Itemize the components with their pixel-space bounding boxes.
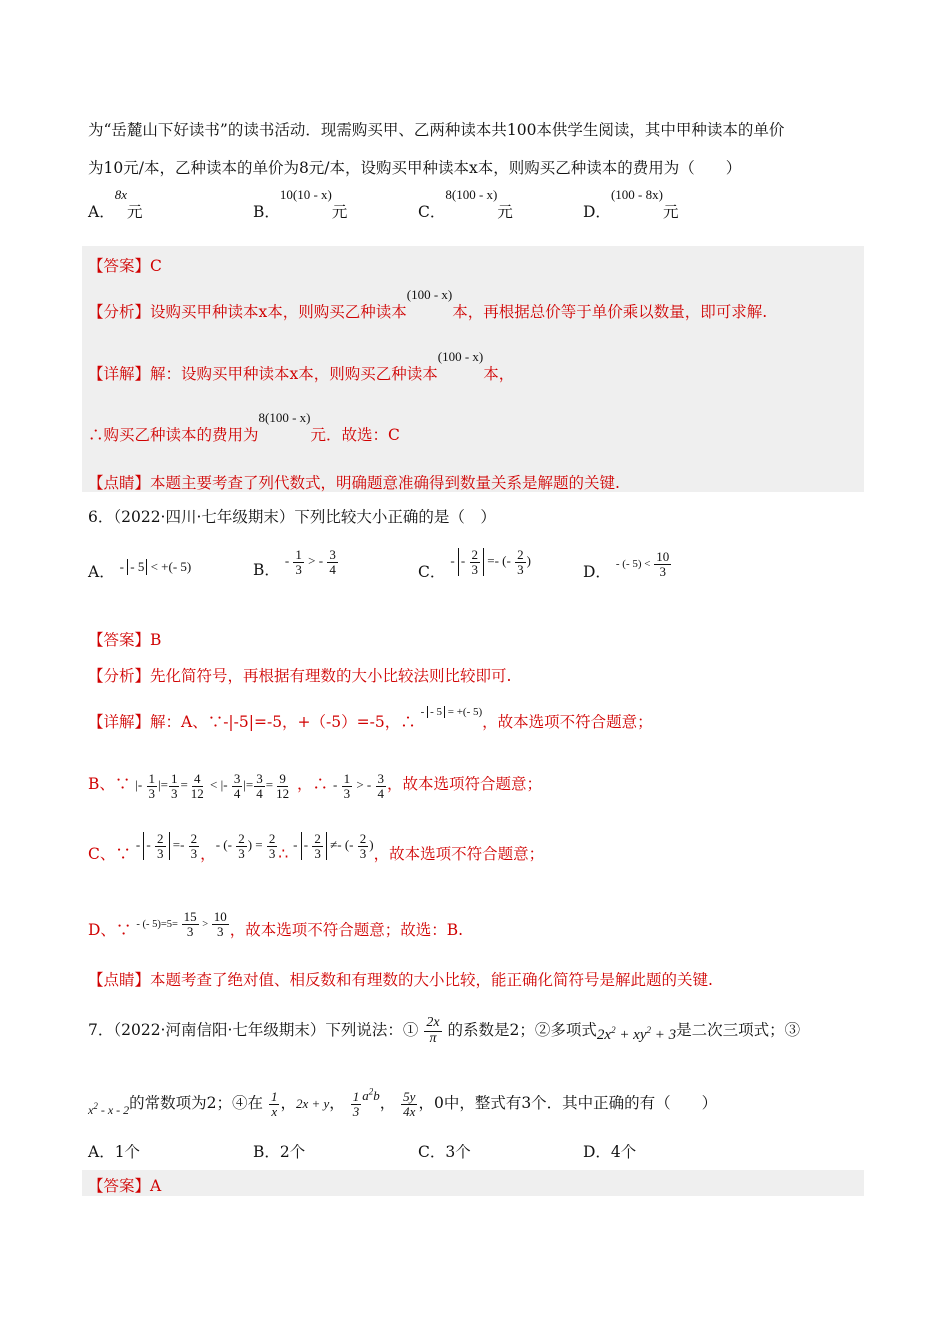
- q7-stem-line1: [88, 1016, 800, 1046]
- option-expr: (100 - 8x): [610, 187, 663, 202]
- therefore-expr: 8(100 - x): [258, 410, 311, 425]
- option-expr: - (- 5) < 10 3: [615, 549, 670, 579]
- analysis-expr: (100 - x): [406, 287, 453, 302]
- option-label: D．: [583, 563, 611, 581]
- option-expr: - 1 3 > - 3 4: [284, 547, 336, 577]
- q6-comment: 【点睛】本题考查了绝对值、相反数和有理数的大小比较，能正确化简符号是解此题的关键.: [88, 971, 713, 989]
- q6-answer: 【答案】B: [88, 631, 162, 649]
- detail-text-tail: ，故本选项不符合题意；故选：B.: [229, 921, 464, 939]
- q6-stem: 6．（2022·四川·七年级期末）下列比较大小正确的是（ ）: [88, 508, 496, 526]
- q6-detail-c: C、∵ $^{- - \frac{2}{3} =- \frac{2}{3}}$ ，$^{- (- \frac{2}{3} ) = \frac{2}{3}}$ ∴ $^{- - \frac{2}{3} \ne- (- \frac{2}{3} )}$，故本选项不符合题意；: [88, 831, 545, 864]
- q5-stem-line1: 为“岳麓山下好读书”的读书活动．现需购买甲、乙两种读本共100本供学生阅读，其中甲种读本的单价: [88, 121, 785, 139]
- q6-detail-a: [88, 706, 653, 732]
- q5-option-a: [88, 187, 143, 222]
- stem-text-2: 的系数是2；②多项式: [447, 1021, 597, 1040]
- stem-text: 7．（2022·河南信阳·七年级期末）下列说法：①: [88, 1021, 419, 1040]
- q5-option-b: [253, 187, 348, 222]
- option-expr: - - 5 < +(- 5): [119, 559, 192, 574]
- q6-option-b: [253, 547, 339, 586]
- stem-text-2: ，0中，整式有3个．其中正确的有（ ）: [418, 1094, 718, 1113]
- detail-expr: - (- 5)=5= 15 3 > 10 3: [136, 909, 227, 940]
- stem-expr-3: $\frac{1}{3}$: [352, 1089, 360, 1119]
- detail-expr-2: - $\frac{1}{3}$ > - $\frac{3}{4}$: [332, 771, 384, 801]
- detail-text-tail: ，故本选项不符合题意；: [373, 845, 545, 864]
- detail-text-tail: ，故本选项不符合题意；: [482, 713, 653, 731]
- stem-expr-4: $\frac{5y}{4x}$: [403, 1089, 416, 1119]
- option-label: B．: [253, 561, 280, 580]
- option-unit: 元: [331, 203, 348, 221]
- q5-answer: 【答案】C: [88, 257, 162, 275]
- detail-text: D、∵: [88, 921, 132, 939]
- option-label: D．: [583, 203, 611, 221]
- detail-expr: |- $\frac{1}{3}$ |= $\frac{1}{3}$ = $\frac{4}{12}$ < |- $\frac{3}{4}$ |= $\frac{3}{4}$ = $\frac{9}{12}$: [135, 771, 290, 801]
- stem-expr-3b: a2b: [362, 1086, 380, 1104]
- q5-option-d: [583, 187, 679, 222]
- stem-text-3: 是二次三项式；③: [676, 1021, 801, 1040]
- q7-answer: 【答案】A: [88, 1177, 162, 1195]
- q6-option-c: [418, 547, 531, 588]
- option-label: B．: [253, 203, 280, 221]
- detail-expr-3: - - 2 3 ≠- (- 2 3 ): [293, 831, 374, 861]
- option-unit: 元: [497, 203, 513, 221]
- detail-text: C、∵: [88, 845, 131, 864]
- detail-expr: (100 - x): [437, 349, 484, 364]
- option-expr: - - 2 3 =- (- 2 3 ): [450, 547, 531, 577]
- detail-text: B、∵: [88, 775, 131, 794]
- option-label: C．: [418, 563, 446, 582]
- q7-stem-line2: $_{x^2 - x - 2}$的常数项为2；④在 $\frac{1}{x}$ ，2x + y， $\frac{1}{3}$ $^{a^2b}$， $\frac{5y}{4x}$ ，0中，整式有3个．其中正确的有（ ）: [88, 1086, 718, 1119]
- detail-expr: - - 5 = +(- 5): [420, 706, 483, 718]
- q6-analysis: 【分析】先化简符号，再根据有理数的大小比较法则比较即可.: [88, 667, 512, 685]
- detail-text-tail: 本，: [483, 365, 515, 383]
- q6-detail-b: B、∵ |- $\frac{1}{3}$ |= $\frac{1}{3}$ = $\frac{4}{12}$ < |- $\frac{3}{4}$ |= $\frac{3}{4}$ = $\frac{9}{12}$ ，∴ - $\frac{1}{3}$ > - $\frac{3}{4}$ ，故本选项符合题意；: [88, 771, 543, 801]
- analysis-text: 【分析】设购买甲种读本x本，则购买乙种读本: [88, 303, 407, 321]
- stem-expr-2: 2x + y: [295, 1096, 330, 1112]
- detail-text: 【详解】解：设购买甲种读本x本，则购买乙种读本: [88, 365, 438, 383]
- option-unit: 元: [126, 203, 143, 221]
- stem-expr-fraction: $\frac{2x}{\pi}$: [426, 1015, 440, 1046]
- q7-option-a: A．1个: [88, 1143, 141, 1161]
- detail-expr: - - 2 3 =- 2 3: [135, 831, 198, 861]
- q7-option-c: C．3个: [418, 1143, 471, 1161]
- q5-analysis: [88, 287, 768, 322]
- therefore-text-tail: 元．故选：C: [310, 426, 400, 444]
- q5-comment: 【点睛】本题主要考查了列代数式，明确题意准确得到数量关系是解题的关键.: [88, 474, 620, 492]
- q6-option-d: [583, 549, 672, 589]
- q5-stem-line2: 为10元/本，乙种读本的单价为8元/本，设购买甲种读本x本，则购买乙种读本的费用为（ ）: [88, 159, 742, 177]
- q7-solution-box: [82, 1170, 864, 1196]
- stem-expr-polynomial: $2x^2 + xy^2 + 3$: [596, 1025, 677, 1044]
- therefore-text: ∴购买乙种读本的费用为: [88, 426, 259, 444]
- q5-therefore: [88, 410, 400, 445]
- q7-option-d: D．4个: [583, 1143, 637, 1161]
- analysis-text-tail: 本，再根据总价等于单价乘以数量，即可求解.: [452, 303, 768, 321]
- detail-text: 【详解】解：A、∵-|-5|=-5，+（-5）=-5，∴: [88, 713, 416, 731]
- q6-option-a: [88, 560, 191, 582]
- option-expr: 8x: [114, 187, 127, 202]
- option-expr: 8(100 - x): [445, 187, 498, 202]
- option-label: A．: [88, 203, 115, 221]
- q5-detail: [88, 349, 515, 384]
- option-label: A．: [88, 563, 115, 581]
- detail-text-tail: ，故本选项符合题意；: [387, 775, 543, 794]
- detail-expr-2: - (- 2 3 ) = 2 3: [215, 831, 276, 861]
- stem-expr-1: $\frac{1}{x}$: [270, 1089, 278, 1119]
- option-label: C．: [418, 203, 446, 221]
- option-expr: 10(10 - x): [279, 187, 332, 202]
- q7-option-b: B．2个: [253, 1143, 306, 1161]
- stem-text: 的常数项为2；④在: [129, 1094, 264, 1113]
- q6-detail-d: [88, 909, 464, 947]
- q5-option-c: [418, 187, 513, 222]
- stem-expr-poly2: x2 - x - 2: [88, 1101, 130, 1118]
- option-unit: 元: [662, 203, 679, 221]
